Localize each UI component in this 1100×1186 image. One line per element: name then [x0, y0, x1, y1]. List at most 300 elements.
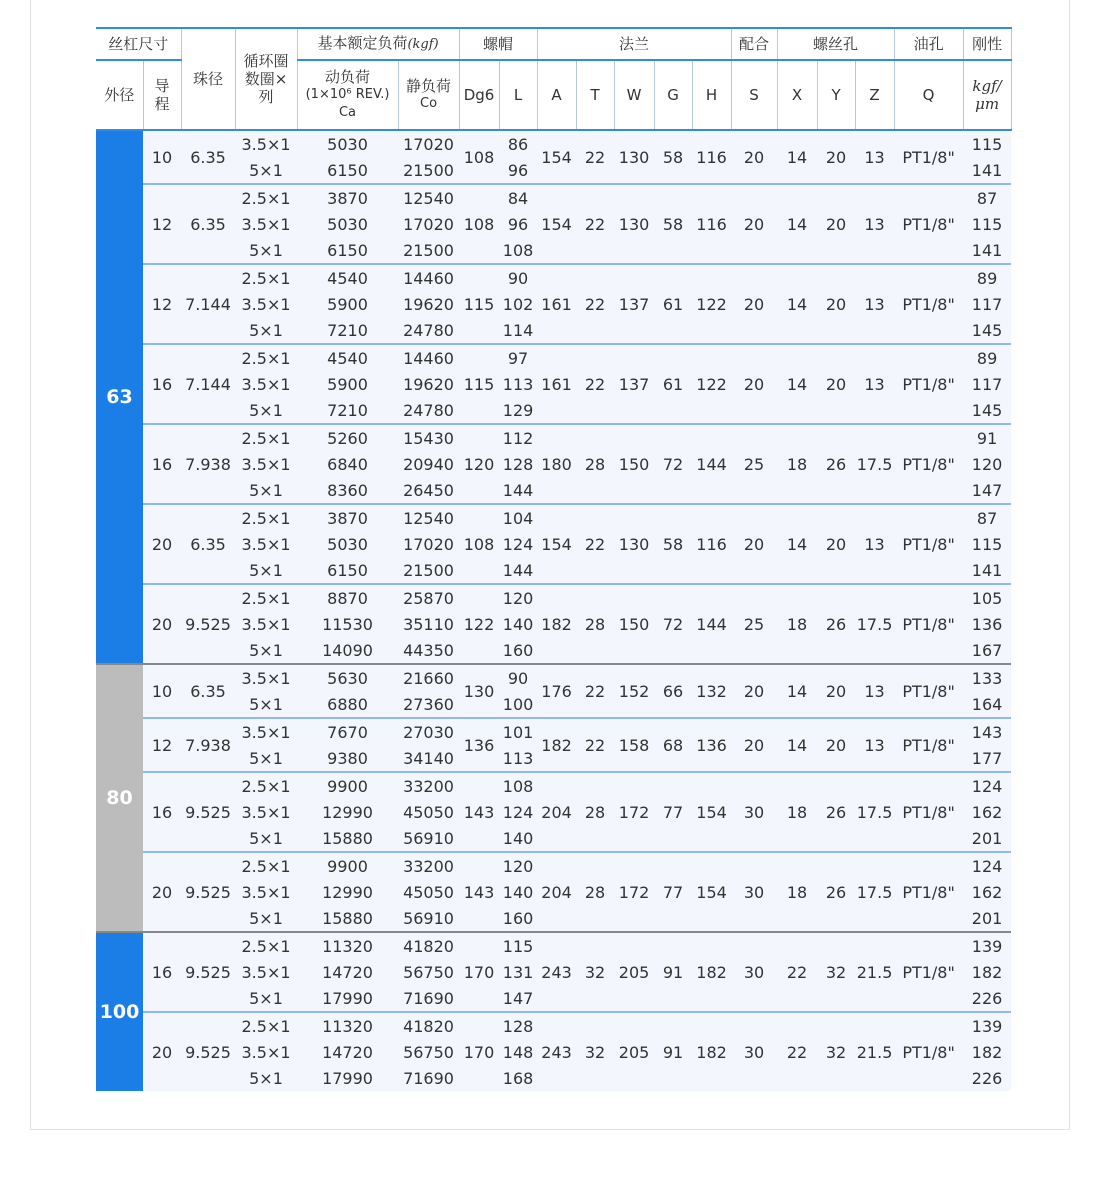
nut-length-cell: 108 — [499, 237, 537, 264]
dyn-load-cell: 5900 — [297, 371, 398, 397]
dyn-load-cell: 3870 — [297, 184, 398, 211]
nut-length-cell: 144 — [499, 477, 537, 504]
a-cell: 204 — [537, 772, 576, 852]
z-cell: 13 — [855, 130, 894, 184]
table-row — [96, 130, 1011, 157]
circuits-cell: 2.5×1 — [235, 852, 297, 879]
y-cell: 32 — [817, 1012, 855, 1091]
circuits-cell: 5×1 — [235, 157, 297, 184]
circuits-cell: 2.5×1 — [235, 584, 297, 611]
nut-length-cell: 113 — [499, 745, 537, 772]
dyn-load-cell: 14720 — [297, 1039, 398, 1065]
z-cell: 17.5 — [855, 852, 894, 932]
nut-length-cell: 144 — [499, 557, 537, 584]
nut-length-cell: 90 — [499, 264, 537, 291]
x-cell: 14 — [777, 504, 817, 584]
rigidity-cell: 201 — [963, 905, 1011, 932]
lead-cell: 16 — [143, 424, 181, 504]
circuits-cell: 3.5×1 — [235, 451, 297, 477]
dg6-cell: 108 — [459, 130, 499, 184]
static-load-cell: 19620 — [398, 291, 459, 317]
a-cell: 243 — [537, 1012, 576, 1091]
ball-dia-cell: 9.525 — [181, 584, 235, 664]
dg6-cell: 170 — [459, 1012, 499, 1091]
table-row — [96, 852, 1011, 879]
t-cell: 22 — [576, 184, 614, 264]
dyn-load-cell: 4540 — [297, 344, 398, 371]
q-cell: PT1/8" — [894, 772, 963, 852]
ball-dia-cell: 6.35 — [181, 504, 235, 584]
table-body — [96, 130, 1011, 1091]
rigidity-cell: 139 — [963, 1012, 1011, 1039]
rigidity-cell: 182 — [963, 959, 1011, 985]
y-cell: 26 — [817, 584, 855, 664]
circuits-cell: 5×1 — [235, 397, 297, 424]
x-cell: 14 — [777, 344, 817, 424]
rigidity-cell: 105 — [963, 584, 1011, 611]
h-cell: 116 — [692, 504, 731, 584]
dyn-load-cell: 8870 — [297, 584, 398, 611]
dyn-load-cell: 6840 — [297, 451, 398, 477]
w-cell: 150 — [614, 424, 654, 504]
lead-cell: 12 — [143, 718, 181, 772]
nut-length-cell: 124 — [499, 531, 537, 557]
static-load-cell: 44350 — [398, 637, 459, 664]
circuits-cell: 3.5×1 — [235, 1039, 297, 1065]
z-cell: 13 — [855, 264, 894, 344]
ball-dia-cell: 7.938 — [181, 424, 235, 504]
ball-dia-cell: 9.525 — [181, 772, 235, 852]
rigidity-cell: 141 — [963, 157, 1011, 184]
z-cell: 17.5 — [855, 772, 894, 852]
rigidity-cell: 136 — [963, 611, 1011, 637]
lead-cell: 16 — [143, 932, 181, 1012]
s-cell: 20 — [731, 130, 777, 184]
dyn-load-cell: 15880 — [297, 905, 398, 932]
y-cell: 20 — [817, 718, 855, 772]
circuits-cell: 5×1 — [235, 237, 297, 264]
table-row — [96, 1012, 1011, 1039]
dg6-cell: 115 — [459, 264, 499, 344]
static-load-cell: 33200 — [398, 772, 459, 799]
circuits-cell: 2.5×1 — [235, 932, 297, 959]
g-cell: 91 — [654, 932, 692, 1012]
static-load-cell: 24780 — [398, 397, 459, 424]
circuits-cell: 3.5×1 — [235, 879, 297, 905]
t-cell: 22 — [576, 504, 614, 584]
lead-cell: 12 — [143, 184, 181, 264]
dyn-load-sub: (1×10⁶ REV.) — [305, 87, 390, 102]
h-cell: 154 — [692, 852, 731, 932]
g-cell: 58 — [654, 504, 692, 584]
lead-cell: 16 — [143, 772, 181, 852]
g-cell: 58 — [654, 130, 692, 184]
header-S: S — [731, 60, 777, 130]
x-cell: 22 — [777, 932, 817, 1012]
static-load-cell: 21500 — [398, 237, 459, 264]
t-cell: 32 — [576, 1012, 614, 1091]
header-G: G — [654, 60, 692, 130]
s-cell: 25 — [731, 584, 777, 664]
header-rigidity-unit: kgf/μm — [963, 60, 1011, 130]
dyn-load-cell: 6150 — [297, 157, 398, 184]
t-cell: 32 — [576, 932, 614, 1012]
h-cell: 182 — [692, 932, 731, 1012]
h-cell: 132 — [692, 664, 731, 718]
nut-length-cell: 140 — [499, 611, 537, 637]
dyn-load-cell: 11320 — [297, 932, 398, 959]
dyn-load-cell: 9380 — [297, 745, 398, 772]
w-cell: 205 — [614, 932, 654, 1012]
a-cell: 243 — [537, 932, 576, 1012]
table-row — [96, 718, 1011, 745]
table-row — [96, 264, 1011, 291]
nut-length-cell: 120 — [499, 584, 537, 611]
y-cell: 20 — [817, 264, 855, 344]
a-cell: 154 — [537, 184, 576, 264]
static-load-cell: 20940 — [398, 451, 459, 477]
rigidity-cell: 124 — [963, 772, 1011, 799]
dyn-load-cell: 11530 — [297, 611, 398, 637]
nut-length-cell: 148 — [499, 1039, 537, 1065]
nut-length-cell: 100 — [499, 691, 537, 718]
x-cell: 14 — [777, 264, 817, 344]
g-cell: 61 — [654, 264, 692, 344]
dyn-load-cell: 17990 — [297, 985, 398, 1012]
dyn-load-cell: 6150 — [297, 237, 398, 264]
x-cell: 18 — [777, 852, 817, 932]
rigidity-cell: 226 — [963, 1065, 1011, 1091]
ball-dia-cell: 7.938 — [181, 718, 235, 772]
q-cell: PT1/8" — [894, 130, 963, 184]
t-cell: 22 — [576, 664, 614, 718]
rigidity-cell: 115 — [963, 531, 1011, 557]
circuits-cell: 2.5×1 — [235, 184, 297, 211]
dyn-load-cell: 5030 — [297, 531, 398, 557]
static-load-cell: 56910 — [398, 825, 459, 852]
h-cell: 122 — [692, 344, 731, 424]
rigidity-cell: 143 — [963, 718, 1011, 745]
rigidity-cell: 147 — [963, 477, 1011, 504]
spec-table — [96, 27, 1012, 1091]
t-cell: 22 — [576, 264, 614, 344]
nut-length-cell: 84 — [499, 184, 537, 211]
rigidity-cell: 89 — [963, 264, 1011, 291]
t-cell: 22 — [576, 130, 614, 184]
dg6-cell: 143 — [459, 772, 499, 852]
static-load-cell: 14460 — [398, 344, 459, 371]
s-cell: 30 — [731, 852, 777, 932]
static-load-cell: 27030 — [398, 718, 459, 745]
header-X: X — [777, 60, 817, 130]
circuits-cell: 5×1 — [235, 985, 297, 1012]
circuits-cell: 3.5×1 — [235, 959, 297, 985]
dyn-load-cell: 17990 — [297, 1065, 398, 1091]
circuits-cell: 5×1 — [235, 557, 297, 584]
circuits-cell: 3.5×1 — [235, 664, 297, 691]
static-load-cell: 41820 — [398, 1012, 459, 1039]
circuits-cell: 3.5×1 — [235, 531, 297, 557]
h-cell: 116 — [692, 184, 731, 264]
dyn-load-cell: 6880 — [297, 691, 398, 718]
q-cell: PT1/8" — [894, 424, 963, 504]
lead-cell: 20 — [143, 584, 181, 664]
z-cell: 17.5 — [855, 584, 894, 664]
circuits-cell: 2.5×1 — [235, 772, 297, 799]
y-cell: 26 — [817, 772, 855, 852]
circuits-cell: 2.5×1 — [235, 424, 297, 451]
rigidity-cell: 182 — [963, 1039, 1011, 1065]
dyn-load-cell: 5030 — [297, 211, 398, 237]
static-load-cell: 71690 — [398, 1065, 459, 1091]
circuits-cell: 3.5×1 — [235, 718, 297, 745]
dyn-load-cell: 9900 — [297, 852, 398, 879]
nut-length-cell: 96 — [499, 157, 537, 184]
static-load-cell: 25870 — [398, 584, 459, 611]
s-cell: 30 — [731, 1012, 777, 1091]
static-load-cell: 19620 — [398, 371, 459, 397]
x-cell: 14 — [777, 130, 817, 184]
header-rigidity: 刚性 — [963, 28, 1011, 60]
dyn-load-cell: 8360 — [297, 477, 398, 504]
y-cell: 26 — [817, 852, 855, 932]
x-cell: 14 — [777, 184, 817, 264]
y-cell: 20 — [817, 344, 855, 424]
header-screw-size: 丝杠尺寸 — [96, 28, 181, 60]
nut-length-cell: 128 — [499, 1012, 537, 1039]
g-cell: 72 — [654, 584, 692, 664]
lead-cell: 20 — [143, 504, 181, 584]
nut-length-cell: 114 — [499, 317, 537, 344]
ball-dia-cell: 6.35 — [181, 664, 235, 718]
rigidity-cell: 87 — [963, 504, 1011, 531]
dyn-load-cell: 14720 — [297, 959, 398, 985]
t-cell: 22 — [576, 344, 614, 424]
g-cell: 61 — [654, 344, 692, 424]
dg6-cell: 136 — [459, 718, 499, 772]
circuits-cell: 2.5×1 — [235, 1012, 297, 1039]
w-cell: 172 — [614, 852, 654, 932]
nut-length-cell: 131 — [499, 959, 537, 985]
nut-length-cell: 160 — [499, 637, 537, 664]
g-cell: 77 — [654, 852, 692, 932]
s-cell: 30 — [731, 772, 777, 852]
header-ball-dia: 珠径 — [181, 28, 235, 130]
nut-length-cell: 104 — [499, 504, 537, 531]
dyn-load-cell: 5630 — [297, 664, 398, 691]
w-cell: 158 — [614, 718, 654, 772]
q-cell: PT1/8" — [894, 932, 963, 1012]
static-load-cell: 14460 — [398, 264, 459, 291]
s-cell: 20 — [731, 664, 777, 718]
ball-dia-cell: 9.525 — [181, 1012, 235, 1091]
table-row — [96, 584, 1011, 611]
w-cell: 152 — [614, 664, 654, 718]
y-cell: 26 — [817, 424, 855, 504]
static-load-cell: 21500 — [398, 157, 459, 184]
ball-dia-cell: 6.35 — [181, 184, 235, 264]
circuits-cell: 5×1 — [235, 691, 297, 718]
y-cell: 32 — [817, 932, 855, 1012]
q-cell: PT1/8" — [894, 264, 963, 344]
s-cell: 20 — [731, 718, 777, 772]
lead-cell: 20 — [143, 1012, 181, 1091]
rigidity-cell: 162 — [963, 799, 1011, 825]
rigidity-cell: 89 — [963, 344, 1011, 371]
static-load-cell: 45050 — [398, 879, 459, 905]
w-cell: 130 — [614, 184, 654, 264]
circuits-cell: 3.5×1 — [235, 291, 297, 317]
rigidity-cell: 120 — [963, 451, 1011, 477]
t-cell: 28 — [576, 772, 614, 852]
dyn-load-sym: Ca — [338, 105, 357, 120]
header-outer-dia: 外径 — [96, 60, 143, 130]
t-cell: 28 — [576, 584, 614, 664]
table-row — [96, 504, 1011, 531]
z-cell: 21.5 — [855, 1012, 894, 1091]
header-static-load — [398, 60, 459, 130]
load-unit: (kgf) — [407, 37, 439, 52]
circuits-cell: 5×1 — [235, 1065, 297, 1091]
static-load-cell: 56910 — [398, 905, 459, 932]
rigidity-cell: 115 — [963, 130, 1011, 157]
header-T: T — [576, 60, 614, 130]
w-cell: 150 — [614, 584, 654, 664]
q-cell: PT1/8" — [894, 184, 963, 264]
q-cell: PT1/8" — [894, 852, 963, 932]
lead-cell: 10 — [143, 664, 181, 718]
circuits-cell: 5×1 — [235, 477, 297, 504]
dyn-load-cell: 4540 — [297, 264, 398, 291]
rigidity-cell: 145 — [963, 317, 1011, 344]
dyn-load-cell: 15880 — [297, 825, 398, 852]
dg6-cell: 130 — [459, 664, 499, 718]
g-cell: 68 — [654, 718, 692, 772]
z-cell: 13 — [855, 344, 894, 424]
static-load-cell: 27360 — [398, 691, 459, 718]
rigidity-cell: 145 — [963, 397, 1011, 424]
q-cell: PT1/8" — [894, 1012, 963, 1091]
dyn-load-cell: 3870 — [297, 504, 398, 531]
nut-length-cell: 97 — [499, 344, 537, 371]
static-load-cell: 56750 — [398, 1039, 459, 1065]
rigidity-cell: 162 — [963, 879, 1011, 905]
header-row-1 — [96, 28, 1011, 60]
circuits-cell: 5×1 — [235, 745, 297, 772]
nut-length-cell: 115 — [499, 932, 537, 959]
static-load-cell: 56750 — [398, 959, 459, 985]
static-load-cell: 12540 — [398, 184, 459, 211]
t-cell: 28 — [576, 424, 614, 504]
w-cell: 130 — [614, 130, 654, 184]
static-load-cell: 17020 — [398, 130, 459, 157]
static-load-cell: 17020 — [398, 531, 459, 557]
lead-cell: 16 — [143, 344, 181, 424]
header-load-group — [297, 28, 459, 60]
nut-length-cell: 101 — [499, 718, 537, 745]
nut-length-cell: 112 — [499, 424, 537, 451]
a-cell: 180 — [537, 424, 576, 504]
h-cell: 144 — [692, 424, 731, 504]
w-cell: 172 — [614, 772, 654, 852]
q-cell: PT1/8" — [894, 344, 963, 424]
circuits-cell: 2.5×1 — [235, 264, 297, 291]
header-flange: 法兰 — [537, 28, 731, 60]
s-cell: 20 — [731, 184, 777, 264]
circuits-cell: 3.5×1 — [235, 371, 297, 397]
lead-cell: 12 — [143, 264, 181, 344]
nut-length-cell: 147 — [499, 985, 537, 1012]
lead-cell: 10 — [143, 130, 181, 184]
g-cell: 66 — [654, 664, 692, 718]
header-nut: 螺帽 — [459, 28, 537, 60]
circuits-cell: 5×1 — [235, 637, 297, 664]
a-cell: 161 — [537, 264, 576, 344]
static-load-cell: 33200 — [398, 852, 459, 879]
nut-length-cell: 102 — [499, 291, 537, 317]
circuits-cell: 5×1 — [235, 317, 297, 344]
s-cell: 20 — [731, 264, 777, 344]
lead-cell: 20 — [143, 852, 181, 932]
rigidity-cell: 141 — [963, 237, 1011, 264]
dg6-cell: 143 — [459, 852, 499, 932]
dyn-load-cell: 7210 — [297, 317, 398, 344]
dg6-cell: 115 — [459, 344, 499, 424]
rigidity-cell: 164 — [963, 691, 1011, 718]
rigidity-cell: 141 — [963, 557, 1011, 584]
t-cell: 28 — [576, 852, 614, 932]
circuits-cell: 3.5×1 — [235, 211, 297, 237]
h-cell: 136 — [692, 718, 731, 772]
static-load-cell: 71690 — [398, 985, 459, 1012]
table-row — [96, 664, 1011, 691]
header-dg6: Dg6 — [459, 60, 499, 130]
static-load-cell: 21500 — [398, 557, 459, 584]
ball-dia-cell: 7.144 — [181, 344, 235, 424]
dyn-load-cell: 11320 — [297, 1012, 398, 1039]
static-load-cell: 35110 — [398, 611, 459, 637]
table-row — [96, 424, 1011, 451]
dyn-load-cell: 5260 — [297, 424, 398, 451]
a-cell: 204 — [537, 852, 576, 932]
z-cell: 17.5 — [855, 424, 894, 504]
t-cell: 22 — [576, 718, 614, 772]
y-cell: 20 — [817, 130, 855, 184]
header-H: H — [692, 60, 731, 130]
circuits-cell: 5×1 — [235, 905, 297, 932]
g-cell: 91 — [654, 1012, 692, 1091]
rigidity-cell: 139 — [963, 932, 1011, 959]
nut-length-cell: 129 — [499, 397, 537, 424]
table-row — [96, 184, 1011, 211]
rigidity-cell: 117 — [963, 371, 1011, 397]
z-cell: 13 — [855, 184, 894, 264]
w-cell: 205 — [614, 1012, 654, 1091]
q-cell: PT1/8" — [894, 664, 963, 718]
a-cell: 154 — [537, 130, 576, 184]
y-cell: 20 — [817, 664, 855, 718]
table-row — [96, 932, 1011, 959]
a-cell: 154 — [537, 504, 576, 584]
dg6-cell: 108 — [459, 504, 499, 584]
table-row — [96, 344, 1011, 371]
z-cell: 13 — [855, 504, 894, 584]
a-cell: 182 — [537, 718, 576, 772]
dyn-load-cell: 5030 — [297, 130, 398, 157]
nut-length-cell: 108 — [499, 772, 537, 799]
static-load-cell: 17020 — [398, 211, 459, 237]
h-cell: 154 — [692, 772, 731, 852]
